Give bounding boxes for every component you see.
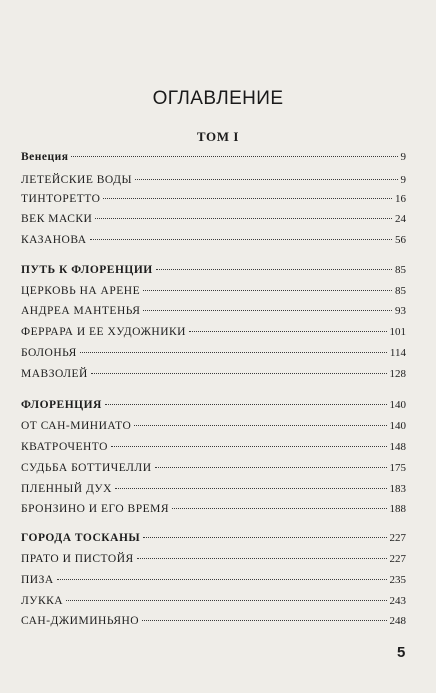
toc-entry [21, 326, 406, 342]
toc-section-entry [21, 151, 406, 167]
entry-page-number: 140 [389, 420, 406, 432]
entry-page-number: 227 [389, 532, 406, 544]
dot-leader [155, 467, 387, 468]
entry-title: КВАТРОЧЕНТО [21, 441, 108, 453]
entry-page-number: 9 [400, 174, 406, 186]
toc-entry [21, 483, 406, 499]
toc-entry [21, 503, 406, 519]
dot-leader [142, 620, 386, 621]
entry-title: ПИЗА [21, 574, 54, 586]
toc-entry [21, 574, 406, 590]
toc-entry [21, 553, 406, 569]
entry-title: ПЛЕННЫЙ ДУХ [21, 483, 112, 495]
volume-heading: ТОМ I [196, 129, 240, 144]
dot-leader [105, 404, 387, 405]
toc-entry [21, 615, 406, 631]
toc-entry [21, 285, 406, 301]
toc-entry [21, 420, 406, 436]
entry-title: ЦЕРКОВЬ НА АРЕНЕ [21, 285, 141, 297]
toc-section-entry [21, 399, 406, 415]
entry-page-number: 183 [389, 483, 406, 495]
entry-title: ТИНТОРЕТТО [21, 193, 101, 205]
entry-page-number: 128 [389, 368, 406, 380]
entry-page-number: 114 [389, 347, 406, 359]
dot-leader [95, 218, 392, 219]
entry-page-number: 148 [389, 441, 406, 453]
entry-page-number: 16 [395, 193, 406, 205]
entry-title: БРОНЗИНО И ЕГО ВРЕМЯ [21, 503, 170, 515]
dot-leader [111, 446, 387, 447]
entry-page-number: 24 [395, 213, 406, 225]
toc-entry [21, 193, 406, 209]
toc-section-entry [21, 264, 406, 280]
entry-title: СУДЬБА БОТТИЧЕЛЛИ [21, 462, 152, 474]
entry-title: ПУТЬ К ФЛОРЕНЦИИ [21, 264, 153, 276]
entry-page-number: 243 [389, 595, 406, 607]
entry-page-number: 248 [389, 615, 406, 627]
toc-entry [21, 234, 406, 250]
dot-leader [57, 579, 387, 580]
dot-leader [172, 508, 386, 509]
dot-leader [91, 373, 387, 374]
entry-page-number: 85 [395, 285, 406, 297]
entry-page-number: 175 [389, 462, 406, 474]
page-number: 5 [397, 644, 406, 661]
entry-page-number: 56 [395, 234, 406, 246]
entry-title: ОТ САН-МИНИАТО [21, 420, 132, 432]
dot-leader [90, 239, 392, 240]
entry-title: ГОРОДА ТОСКАНЫ [21, 532, 141, 544]
entry-title: ФЕРРАРА И ЕЕ ХУДОЖНИКИ [21, 326, 186, 338]
entry-page-number: 140 [389, 399, 406, 411]
toc-entry [21, 441, 406, 457]
entry-title: МАВЗОЛЕЙ [21, 368, 88, 380]
dot-leader [143, 537, 386, 538]
entry-title: ВЕК МАСКИ [21, 213, 93, 225]
entry-page-number: 93 [395, 305, 406, 317]
entry-page-number: 85 [395, 264, 406, 276]
toc-entry [21, 347, 406, 363]
dot-leader [143, 290, 392, 291]
entry-title: ФЛОРЕНЦИЯ [21, 399, 102, 411]
dot-leader [135, 179, 398, 180]
entry-page-number: 9 [400, 151, 406, 163]
entry-title: САН-ДЖИМИНЬЯНО [21, 615, 140, 627]
entry-title: БОЛОНЬЯ [21, 347, 77, 359]
dot-leader [103, 198, 392, 199]
entry-page-number: 235 [389, 574, 406, 586]
page-title: ОГЛАВЛЕНИЕ [152, 88, 284, 109]
dot-leader [134, 425, 386, 426]
dot-leader [71, 156, 397, 157]
entry-title: ПРАТО И ПИСТОЙЯ [21, 553, 134, 565]
dot-leader [80, 352, 387, 353]
entry-title: КАЗАНОВА [21, 234, 87, 246]
entry-title: ЛЕТЕЙСКИЕ ВОДЫ [21, 174, 132, 186]
dot-leader [143, 310, 392, 311]
entry-title: АНДРЕА МАНТЕНЬЯ [21, 305, 141, 317]
toc-section-entry [21, 532, 406, 548]
toc-entry [21, 174, 406, 190]
entry-page-number: 188 [389, 503, 406, 515]
toc-entry [21, 213, 406, 229]
toc-entry [21, 368, 406, 384]
dot-leader [66, 600, 386, 601]
toc-entry [21, 462, 406, 478]
toc-entry [21, 595, 406, 611]
dot-leader [115, 488, 387, 489]
toc-entry [21, 305, 406, 321]
entry-page-number: 227 [389, 553, 406, 565]
entry-title: Венеция [21, 151, 69, 163]
dot-leader [156, 269, 392, 270]
dot-leader [189, 331, 387, 332]
dot-leader [137, 558, 387, 559]
entry-page-number: 101 [389, 326, 406, 338]
entry-title: ЛУККА [21, 595, 64, 607]
